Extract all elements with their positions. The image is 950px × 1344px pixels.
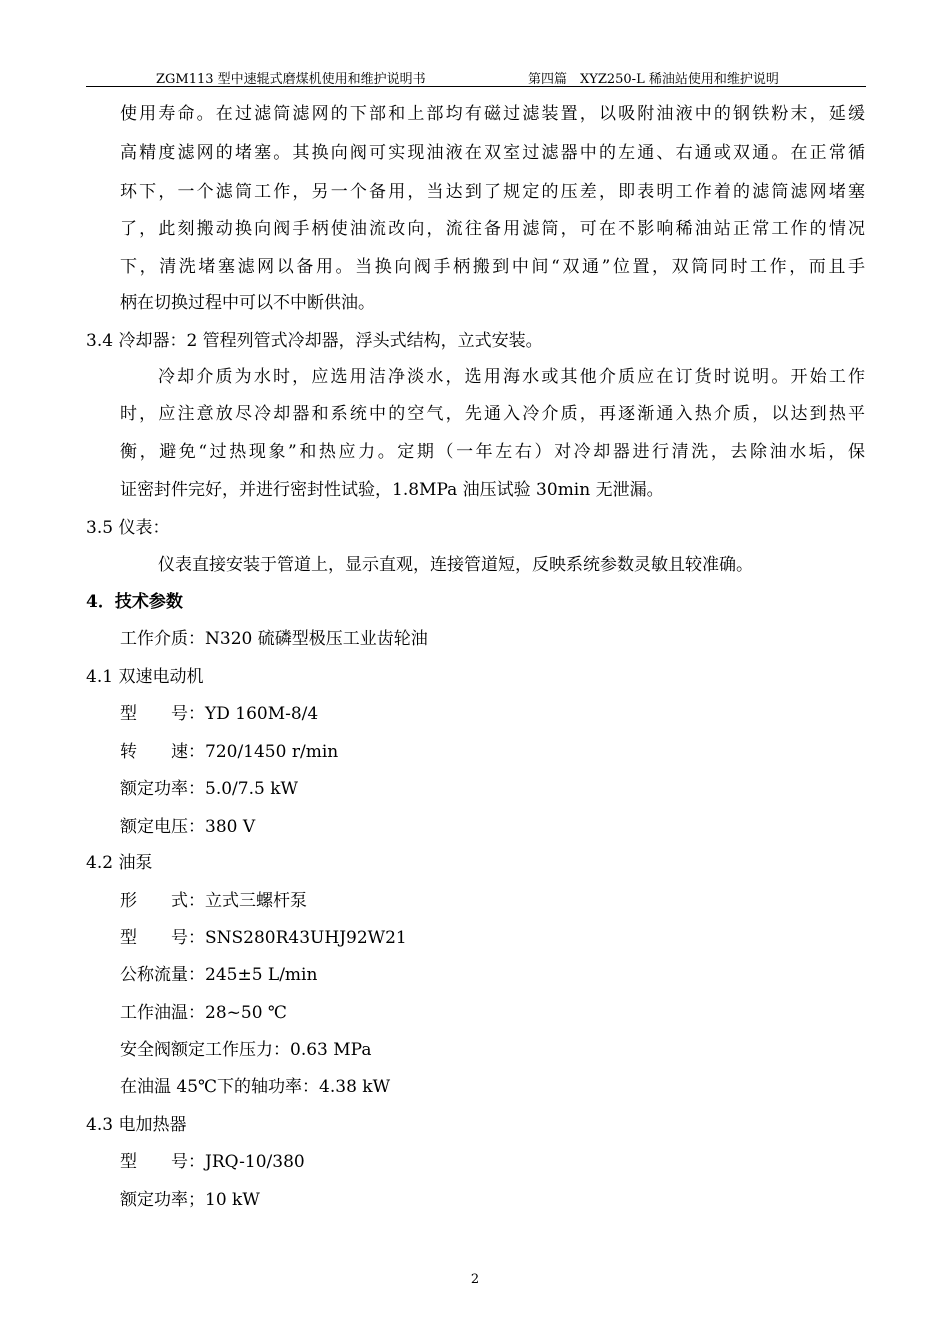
body-line: 冷却介质为水时，应选用洁净淡水，选用海水或其他介质应在订货时说明。开始工作 [158, 367, 865, 387]
body-line: 了，此刻搬动换向阀手柄使油流改向，流往备用滤筒，可在不影响稀油站正常工作的情况 [120, 219, 865, 239]
body-line: 使用寿命。在过滤筒滤网的下部和上部均有磁过滤装置，以吸附油液中的钢铁粉末，延缓 [120, 104, 865, 124]
param-line: 额定电压：380 V [120, 817, 256, 837]
page-number: 2 [470, 1272, 480, 1287]
section-4-1: 4.1 双速电动机 [86, 667, 204, 687]
body-line: 衡，避免“过热现象”和热应力。定期（一年左右）对冷却器进行清洗，去除油水垢，保 [120, 442, 865, 462]
param-line: 额定功率；10 kW [120, 1190, 260, 1210]
param-line: 工作油温：28~50 ℃ [120, 1003, 287, 1023]
param-line: 安全阀额定工作压力：0.63 MPa [120, 1040, 372, 1060]
body-line: 时，应注意放尽冷却器和系统中的空气，先通入冷介质，再逐渐通入热介质，以达到热平 [120, 404, 865, 424]
param-line: 额定功率：5.0/7.5 kW [120, 779, 298, 799]
param-line: 型 号：SNS280R43UHJ92W21 [120, 928, 407, 948]
param-line: 型 号：YD 160M-8/4 [120, 704, 319, 724]
page-header [86, 66, 866, 87]
body-line: 证密封件完好，并进行密封性试验，1.8MPa 油压试验 30min 无泄漏。 [120, 480, 664, 500]
param-line: 在油温 45℃下的轴功率：4.38 kW [120, 1077, 391, 1097]
body-line: 环下，一个滤筒工作，另一个备用，当达到了规定的压差，即表明工作着的滤筒滤网堵塞 [120, 182, 865, 202]
section-3-5: 3.5 仪表： [86, 518, 170, 538]
section-4-3: 4.3 电加热器 [86, 1115, 187, 1135]
header-left-title: ZGM113 型中速辊式磨煤机使用和维护说明书 [156, 72, 426, 87]
header-right-title: 第四篇 XYZ250-L 稀油站使用和维护说明 [528, 72, 779, 87]
body-line: 下，清洗堵塞滤网以备用。当换向阀手柄搬到中间“双通”位置，双筒同时工作，而且手 [120, 257, 865, 277]
body-line: 柄在切换过程中可以不中断供油。 [120, 293, 375, 313]
body-line: 高精度滤网的堵塞。其换向阀可实现油液在双室过滤器中的左通、右通或双通。在正常循 [120, 143, 865, 163]
param-line: 转 速：720/1450 r/min [120, 742, 339, 762]
param-line: 工作介质：N320 硫磷型极压工业齿轮油 [120, 629, 428, 649]
body-line: 仪表直接安装于管道上，显示直观，连接管道短，反映系统参数灵敏且较准确。 [158, 555, 753, 575]
section-4-2: 4.2 油泵 [86, 853, 153, 873]
section-4-heading: 4．技术参数 [86, 592, 183, 612]
param-line: 公称流量：245±5 L/min [120, 965, 318, 985]
param-line: 型 号：JRQ-10/380 [120, 1152, 305, 1172]
param-line: 形 式：立式三螺杆泵 [120, 891, 307, 911]
section-3-4: 3.4 冷却器：2 管程列管式冷却器，浮头式结构，立式安装。 [86, 331, 543, 351]
